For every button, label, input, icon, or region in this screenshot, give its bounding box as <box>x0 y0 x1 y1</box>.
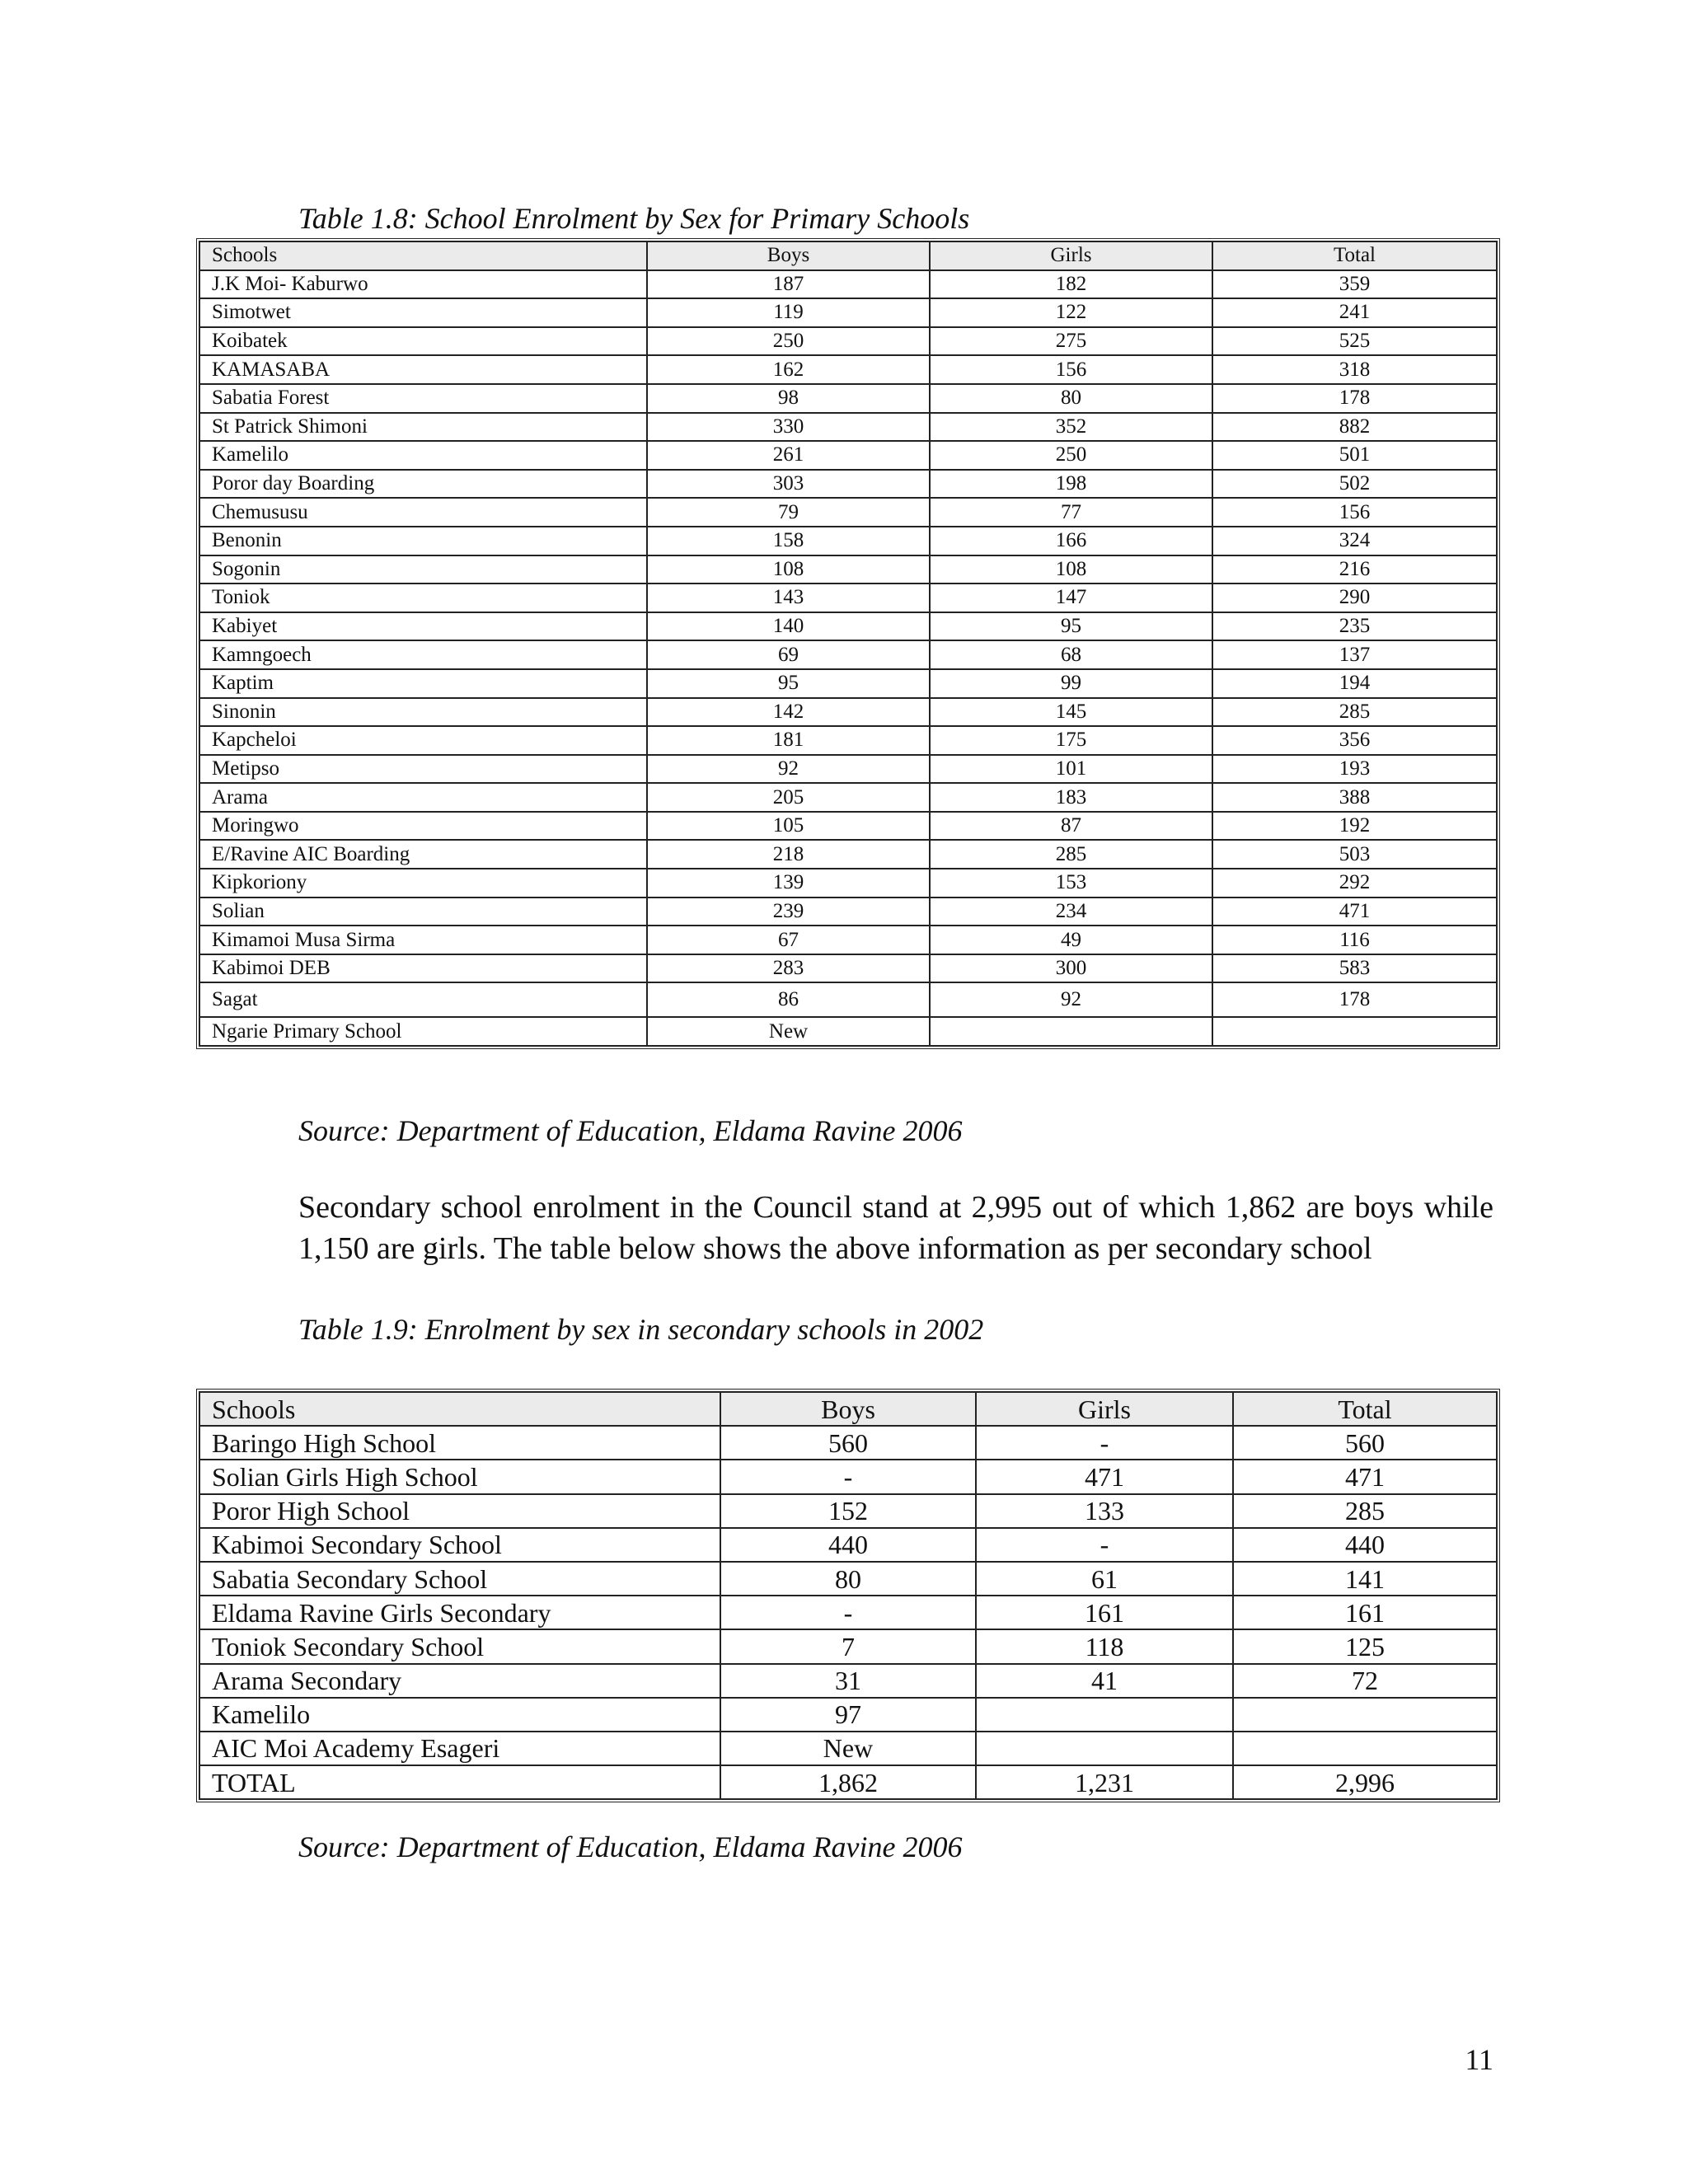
table-row <box>199 527 1497 555</box>
girls-cell: 101 <box>930 755 1212 784</box>
table-row <box>199 384 1497 413</box>
total-cell: 388 <box>1212 783 1497 812</box>
boys-cell: 31 <box>720 1664 976 1698</box>
total-cell: 178 <box>1212 384 1497 413</box>
table-row <box>199 612 1497 641</box>
school-name-cell: Solian Girls High School <box>199 1460 720 1493</box>
primary-enrolment-table <box>196 238 1500 1049</box>
boys-cell: New <box>720 1732 976 1765</box>
boys-cell: 80 <box>720 1562 976 1596</box>
total-cell: 292 <box>1212 869 1497 898</box>
school-name-cell: Moringwo <box>199 812 647 841</box>
school-name-cell: Arama Secondary <box>199 1664 720 1698</box>
girls-cell: 198 <box>930 470 1212 499</box>
column-header-total: Total <box>1212 241 1497 270</box>
boys-cell: 86 <box>647 982 930 1017</box>
boys-cell: 261 <box>647 441 930 470</box>
boys-cell: 97 <box>720 1698 976 1732</box>
boys-cell: 218 <box>647 840 930 869</box>
girls-cell: 92 <box>930 982 1212 1017</box>
boys-cell: 79 <box>647 498 930 527</box>
girls-cell: 145 <box>930 698 1212 727</box>
girls-cell: 61 <box>976 1562 1233 1596</box>
school-name-cell: Kapcheloi <box>199 726 647 755</box>
total-cell: 161 <box>1233 1596 1497 1629</box>
table-row <box>199 555 1497 584</box>
girls-cell: 161 <box>976 1596 1233 1629</box>
girls-cell: 182 <box>930 270 1212 299</box>
table-row <box>199 783 1497 812</box>
total-cell: 503 <box>1212 840 1497 869</box>
school-name-cell: St Patrick Shimoni <box>199 413 647 442</box>
table-total-row <box>199 1765 1497 1799</box>
school-name-cell: E/Ravine AIC Boarding <box>199 840 647 869</box>
girls-cell: 133 <box>976 1494 1233 1528</box>
table-row <box>199 954 1497 983</box>
girls-cell: - <box>976 1426 1233 1460</box>
table-row <box>199 1698 1497 1732</box>
school-name-cell: Ngarie Primary School <box>199 1017 647 1046</box>
girls-cell: 234 <box>930 898 1212 926</box>
boys-cell: 205 <box>647 783 930 812</box>
total-cell: 194 <box>1212 669 1497 698</box>
total-cell <box>1233 1732 1497 1765</box>
boys-cell: 303 <box>647 470 930 499</box>
girls-cell: 300 <box>930 954 1212 983</box>
girls-cell: 122 <box>930 298 1212 327</box>
boys-cell: 139 <box>647 869 930 898</box>
table-row <box>199 1528 1497 1562</box>
total-cell: 318 <box>1212 355 1497 384</box>
girls-cell: 156 <box>930 355 1212 384</box>
boys-cell: New <box>647 1017 930 1046</box>
boys-cell: 7 <box>720 1629 976 1663</box>
girls-cell: 95 <box>930 612 1212 641</box>
total-cell: 583 <box>1212 954 1497 983</box>
school-name-cell: Toniok <box>199 583 647 612</box>
girls-cell: 41 <box>976 1664 1233 1698</box>
girls-cell: 183 <box>930 783 1212 812</box>
boys-cell: 181 <box>647 726 930 755</box>
girls-cell: 285 <box>930 840 1212 869</box>
boys-cell: 187 <box>647 270 930 299</box>
table-row <box>199 1494 1497 1528</box>
school-name-cell: Toniok Secondary School <box>199 1629 720 1663</box>
boys-cell: 108 <box>647 555 930 584</box>
girls-cell: 166 <box>930 527 1212 555</box>
table-row <box>199 898 1497 926</box>
girls-cell: 80 <box>930 384 1212 413</box>
school-name-cell: Kamelilo <box>199 1698 720 1732</box>
boys-cell: 158 <box>647 527 930 555</box>
boys-cell: 92 <box>647 755 930 784</box>
total-cell <box>1212 1017 1497 1046</box>
boys-cell: 250 <box>647 327 930 356</box>
girls-cell: 49 <box>930 926 1212 954</box>
school-name-cell: Koibatek <box>199 327 647 356</box>
total-cell: 359 <box>1212 270 1497 299</box>
girls-cell: 471 <box>976 1460 1233 1493</box>
total-cell: 525 <box>1212 327 1497 356</box>
table-row <box>199 583 1497 612</box>
column-header-boys: Boys <box>720 1392 976 1426</box>
school-name-cell: Poror day Boarding <box>199 470 647 499</box>
boys-cell: 1,862 <box>720 1765 976 1799</box>
table-row <box>199 755 1497 784</box>
school-name-cell: Kimamoi Musa Sirma <box>199 926 647 954</box>
girls-cell: 147 <box>930 583 1212 612</box>
school-name-cell: KAMASABA <box>199 355 647 384</box>
table-row <box>199 1664 1497 1698</box>
school-name-cell: Eldama Ravine Girls Secondary <box>199 1596 720 1629</box>
boys-cell: 105 <box>647 812 930 841</box>
school-name-cell: Simotwet <box>199 298 647 327</box>
total-cell: 356 <box>1212 726 1497 755</box>
boys-cell: - <box>720 1460 976 1493</box>
boys-cell: 142 <box>647 698 930 727</box>
school-name-cell: Poror High School <box>199 1494 720 1528</box>
table-row <box>199 327 1497 356</box>
school-name-cell: Kamelilo <box>199 441 647 470</box>
boys-cell: 98 <box>647 384 930 413</box>
total-cell: 116 <box>1212 926 1497 954</box>
school-name-cell: Kabiyet <box>199 612 647 641</box>
table-row <box>199 926 1497 954</box>
girls-cell: 87 <box>930 812 1212 841</box>
school-name-cell: Kaptim <box>199 669 647 698</box>
boys-cell: 560 <box>720 1426 976 1460</box>
total-cell: 560 <box>1233 1426 1497 1460</box>
total-cell: 502 <box>1212 470 1497 499</box>
column-header-girls: Girls <box>930 241 1212 270</box>
total-cell: 2,996 <box>1233 1765 1497 1799</box>
table-row <box>199 640 1497 669</box>
school-name-cell: Sogonin <box>199 555 647 584</box>
boys-cell: 95 <box>647 669 930 698</box>
total-cell: 137 <box>1212 640 1497 669</box>
girls-cell: 68 <box>930 640 1212 669</box>
secondary-table-source: Source: Department of Education, Eldama Ravine 2006 <box>298 1830 963 1863</box>
table-row <box>199 1732 1497 1765</box>
boys-cell: 140 <box>647 612 930 641</box>
table-row <box>199 726 1497 755</box>
girls-cell: 250 <box>930 441 1212 470</box>
girls-cell: 99 <box>930 669 1212 698</box>
boys-cell: 67 <box>647 926 930 954</box>
column-header-schools: Schools <box>199 1392 720 1426</box>
secondary-enrolment-paragraph: Secondary school enrolment in the Council stand at 2,995 out of which 1,862 are boys while 1,150 are girls. The table below shows the above information as per secondary school <box>298 1190 1493 1266</box>
school-name-cell: Metipso <box>199 755 647 784</box>
school-name-cell: Chemususu <box>199 498 647 527</box>
boys-cell: - <box>720 1596 976 1629</box>
table-row <box>199 698 1497 727</box>
boys-cell: 143 <box>647 583 930 612</box>
primary-table-source: Source: Department of Education, Eldama Ravine 2006 <box>298 1114 963 1147</box>
table-row <box>199 413 1497 442</box>
table-row <box>199 1426 1497 1460</box>
column-header-boys: Boys <box>647 241 930 270</box>
total-cell: 192 <box>1212 812 1497 841</box>
school-name-cell: Benonin <box>199 527 647 555</box>
table-row <box>199 270 1497 299</box>
total-cell: 235 <box>1212 612 1497 641</box>
table-row <box>199 498 1497 527</box>
total-cell: 285 <box>1212 698 1497 727</box>
school-name-cell: J.K Moi- Kaburwo <box>199 270 647 299</box>
school-name-cell: Sabatia Forest <box>199 384 647 413</box>
page-number: 11 <box>1465 2043 1493 2076</box>
boys-cell: 283 <box>647 954 930 983</box>
table-row <box>199 1562 1497 1596</box>
boys-cell: 440 <box>720 1528 976 1562</box>
primary-table-caption: Table 1.8: School Enrolment by Sex for Primary Schools <box>298 202 970 235</box>
girls-cell: 118 <box>976 1629 1233 1663</box>
girls-cell <box>976 1698 1233 1732</box>
table-row <box>199 355 1497 384</box>
girls-cell <box>976 1732 1233 1765</box>
table-row <box>199 869 1497 898</box>
school-name-cell: Kabimoi DEB <box>199 954 647 983</box>
school-name-cell: Sagat <box>199 982 647 1017</box>
total-cell: 216 <box>1212 555 1497 584</box>
girls-cell <box>930 1017 1212 1046</box>
girls-cell: 153 <box>930 869 1212 898</box>
total-cell: 440 <box>1233 1528 1497 1562</box>
total-cell: 501 <box>1212 441 1497 470</box>
table-row <box>199 1017 1497 1046</box>
girls-cell: 175 <box>930 726 1212 755</box>
school-name-cell: Kabimoi Secondary School <box>199 1528 720 1562</box>
total-cell <box>1233 1698 1497 1732</box>
table-row <box>199 982 1497 1017</box>
total-cell: 471 <box>1212 898 1497 926</box>
column-header-girls: Girls <box>976 1392 1233 1426</box>
total-cell: 141 <box>1233 1562 1497 1596</box>
boys-cell: 330 <box>647 413 930 442</box>
girls-cell: 77 <box>930 498 1212 527</box>
column-header-total: Total <box>1233 1392 1497 1426</box>
table-row <box>199 812 1497 841</box>
table-row <box>199 1629 1497 1663</box>
table-row <box>199 441 1497 470</box>
boys-cell: 162 <box>647 355 930 384</box>
table-row <box>199 1460 1497 1493</box>
school-name-cell: Baringo High School <box>199 1426 720 1460</box>
total-cell: 471 <box>1233 1460 1497 1493</box>
total-cell: 193 <box>1212 755 1497 784</box>
table-row <box>199 298 1497 327</box>
table-row <box>199 470 1497 499</box>
boys-cell: 69 <box>647 640 930 669</box>
boys-cell: 239 <box>647 898 930 926</box>
school-name-cell: Solian <box>199 898 647 926</box>
total-cell: 72 <box>1233 1664 1497 1698</box>
girls-cell: 108 <box>930 555 1212 584</box>
total-cell: 324 <box>1212 527 1497 555</box>
girls-cell: - <box>976 1528 1233 1562</box>
total-cell: 125 <box>1233 1629 1497 1663</box>
total-cell: 290 <box>1212 583 1497 612</box>
total-cell: 178 <box>1212 982 1497 1017</box>
table-header-row <box>199 241 1497 270</box>
school-name-cell: Kipkoriony <box>199 869 647 898</box>
column-header-schools: Schools <box>199 241 647 270</box>
table-header-row <box>199 1392 1497 1426</box>
table-row <box>199 1596 1497 1629</box>
school-name-cell: Arama <box>199 783 647 812</box>
school-name-cell: AIC Moi Academy Esageri <box>199 1732 720 1765</box>
table-row <box>199 840 1497 869</box>
total-cell: 156 <box>1212 498 1497 527</box>
boys-cell: 119 <box>647 298 930 327</box>
boys-cell: 152 <box>720 1494 976 1528</box>
school-name-cell: Kamngoech <box>199 640 647 669</box>
total-cell: 241 <box>1212 298 1497 327</box>
table-row <box>199 669 1497 698</box>
school-name-cell: Sinonin <box>199 698 647 727</box>
secondary-table-caption: Table 1.9: Enrolment by sex in secondary schools in 2002 <box>298 1313 984 1346</box>
total-label-cell: TOTAL <box>199 1765 720 1799</box>
girls-cell: 1,231 <box>976 1765 1233 1799</box>
girls-cell: 275 <box>930 327 1212 356</box>
girls-cell: 352 <box>930 413 1212 442</box>
total-cell: 285 <box>1233 1494 1497 1528</box>
secondary-enrolment-table <box>196 1389 1500 1802</box>
total-cell: 882 <box>1212 413 1497 442</box>
school-name-cell: Sabatia Secondary School <box>199 1562 720 1596</box>
